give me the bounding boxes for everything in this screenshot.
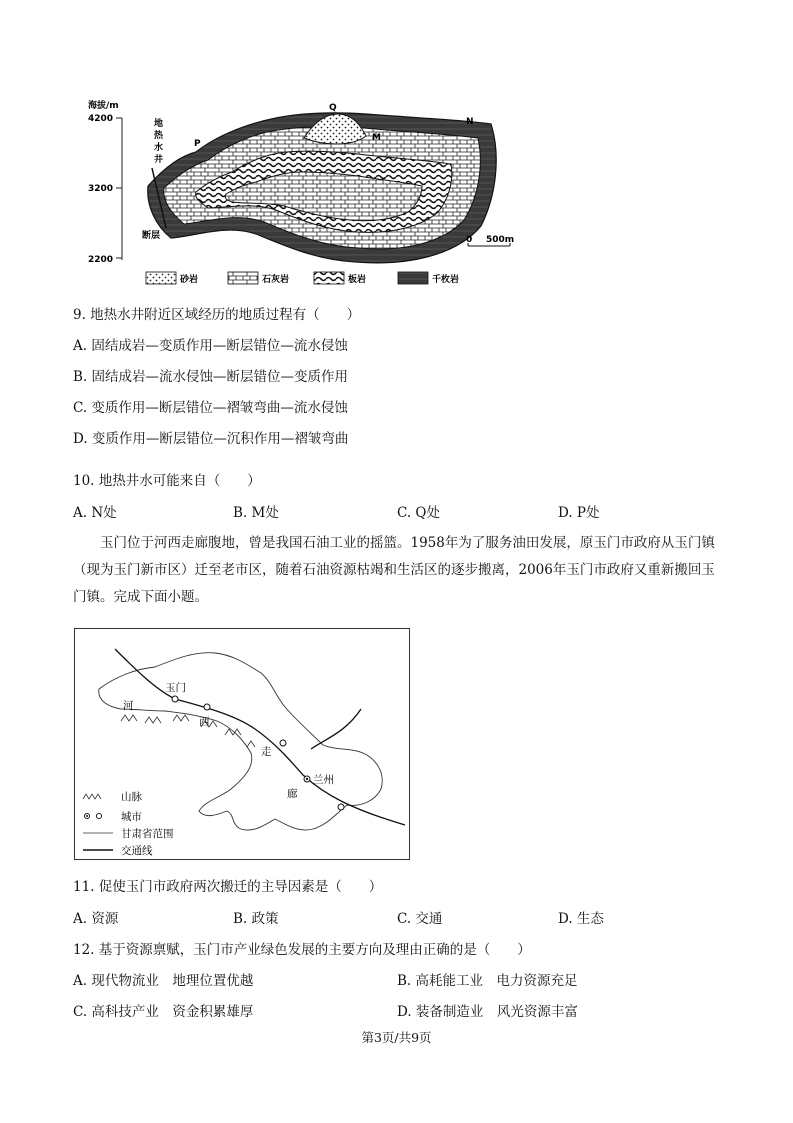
svg-text:井: 井	[154, 155, 164, 165]
city-icon	[204, 704, 210, 710]
legend-limestone: 石灰岩	[262, 275, 290, 285]
q10-option-b[interactable]: B. M处	[233, 505, 279, 521]
scale-bar	[466, 235, 514, 246]
axis-title: 海拔/m	[88, 101, 119, 111]
figure1-legend	[146, 272, 459, 285]
city-yumen-icon	[172, 696, 178, 702]
q9-option-b[interactable]: B. 固结成岩—流水侵蚀—断层错位—变质作用	[73, 369, 349, 385]
q11-option-d[interactable]: D. 生态	[558, 911, 604, 927]
gansu-map	[74, 628, 410, 860]
svg-text:0: 0	[466, 235, 473, 245]
q9-option-d[interactable]: D. 变质作用—断层错位—沉积作用—褶皱弯曲	[73, 431, 349, 447]
svg-text:山脉: 山脉	[121, 791, 142, 803]
tick-2200: 2200	[88, 255, 114, 265]
point-m-label: M	[372, 133, 381, 143]
geology-cross-section	[86, 96, 516, 296]
city-icon	[338, 804, 344, 810]
city-icon	[96, 813, 101, 818]
legend-swatch-limestone	[228, 272, 258, 284]
page-footer: 第3页/共9页	[361, 1030, 432, 1045]
transport-line	[115, 649, 405, 825]
label-lanzhou: 兰州	[313, 774, 334, 786]
tick-3200: 3200	[88, 184, 114, 194]
point-p-label: P	[194, 139, 201, 149]
label-xi: 西	[199, 716, 210, 728]
svg-text:水: 水	[154, 143, 164, 153]
svg-text:地: 地	[154, 119, 164, 129]
passage-text: 玉门位于河西走廊腹地，曾是我国石油工业的摇篮。1958年为了服务油田发展，原玉门市政府从玉门镇（现为玉门新市区）迁至老市区，随着石油资源枯竭和生活区的逐步搬离，2006年玉门市政府又重新搬回玉门镇。完成下面小题。	[73, 535, 715, 605]
q11-stem: 11. 促使玉门市政府两次搬迁的主导因素是（ ）	[73, 879, 383, 895]
mountain-icon	[83, 794, 101, 799]
legend-swatch-phyllite	[398, 272, 428, 284]
q12-stem: 12. 基于资源禀赋，玉门市产业绿色发展的主要方向及理由正确的是（ ）	[73, 942, 531, 958]
q12-option-d[interactable]: D. 装备制造业 风光资源丰富	[397, 1004, 578, 1020]
svg-text:城市: 城市	[121, 811, 142, 823]
rock-strata	[148, 113, 496, 263]
q10-option-d[interactable]: D. P处	[558, 505, 600, 521]
fault-label: 断层	[142, 231, 161, 241]
q9-stem: 9. 地热水井附近区域经历的地质过程有（ ）	[73, 307, 361, 323]
svg-text:甘肃省范围: 甘肃省范围	[121, 828, 174, 840]
tick-4200: 4200	[88, 114, 114, 124]
q9-option-a[interactable]: A. 固结成岩—变质作用—断层错位—流水侵蚀	[73, 338, 348, 354]
legend-sandstone: 砂岩	[180, 275, 199, 285]
legend-swatch-slate	[314, 272, 344, 284]
q11-option-a[interactable]: A. 资源	[73, 911, 119, 927]
well-label	[154, 117, 164, 165]
q11-option-b[interactable]: B. 政策	[233, 911, 279, 927]
q12-option-b[interactable]: B. 高耗能工业 电力资源充足	[397, 973, 578, 989]
province-boundary	[99, 653, 382, 830]
transport-line-branch	[311, 709, 361, 749]
geology-figure	[86, 96, 516, 296]
legend-slate: 板岩	[348, 275, 367, 285]
point-n-label: N	[466, 117, 474, 127]
q12-option-c[interactable]: C. 高科技产业 资金积累雄厚	[73, 1004, 254, 1020]
q10-option-c[interactable]: C. Q处	[397, 505, 440, 521]
svg-text:500m: 500m	[486, 235, 515, 245]
mountain-range	[121, 715, 255, 747]
q10-option-a[interactable]: A. N处	[73, 505, 117, 521]
gansu-map-drawing	[75, 629, 409, 859]
label-zou: 走	[261, 746, 272, 758]
svg-text:热: 热	[154, 131, 164, 141]
legend-phyllite: 千枚岩	[432, 275, 460, 285]
map-legend	[83, 790, 174, 857]
q9-option-c[interactable]: C. 变质作用—断层错位—褶皱弯曲—流水侵蚀	[73, 400, 348, 416]
label-yumen: 玉门	[165, 682, 186, 694]
q12-option-a[interactable]: A. 现代物流业 地理位置优越	[73, 973, 254, 989]
city-icon	[280, 740, 286, 746]
q10-stem: 10. 地热井水可能来自（ ）	[73, 473, 261, 489]
legend-swatch-sandstone	[146, 272, 176, 284]
q11-option-c[interactable]: C. 交通	[397, 911, 443, 927]
point-q-label: Q	[329, 103, 337, 113]
svg-text:交通线: 交通线	[121, 845, 153, 857]
label-lang: 廊	[287, 788, 298, 800]
label-he: 河	[123, 700, 134, 712]
